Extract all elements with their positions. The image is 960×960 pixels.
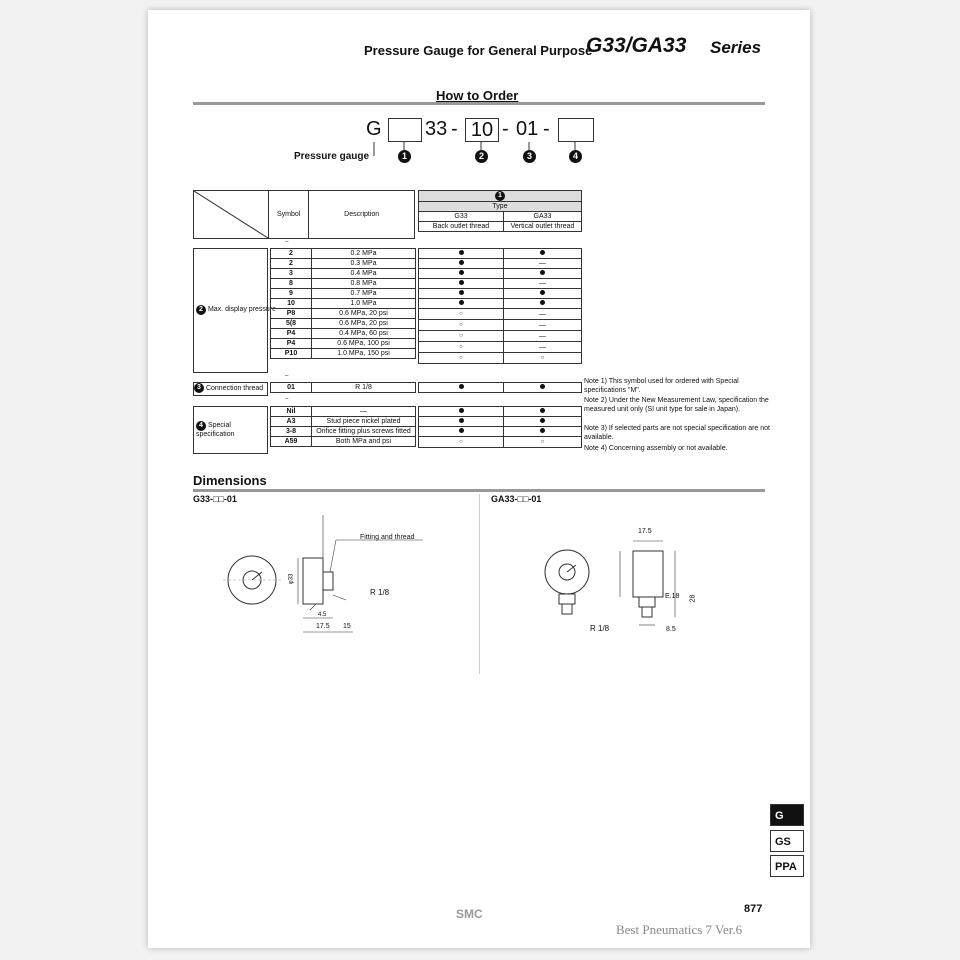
table-row [419, 299, 582, 309]
symbol-cell: P4 [271, 329, 312, 339]
table-row [419, 269, 582, 279]
bullet-3-icon: 3 [523, 150, 536, 163]
g33-callout: Fitting and thread [360, 534, 415, 541]
description-header: Description [309, 191, 415, 239]
not-available-mark: — [539, 332, 546, 340]
symbol-cell: 3-8 [271, 427, 312, 437]
type-a-desc: Back outlet thread [419, 222, 504, 232]
gap-mark-1: – [285, 239, 289, 245]
symbol-cell: 2 [271, 259, 312, 269]
description-cell: 1.0 MPa, 150 psi [312, 349, 416, 359]
drawing-divider [479, 494, 480, 674]
table-row [419, 407, 582, 417]
g33-thread: R 1/8 [370, 588, 390, 597]
g33-dim-2: 17.5 [316, 623, 330, 630]
type-a-cell [419, 437, 504, 448]
g33-dim-1: 4.5 [318, 612, 327, 618]
type-a-cell [419, 279, 504, 289]
option-circle-icon: ○ [540, 355, 545, 361]
smc-logo: SMC [456, 907, 483, 921]
type-b-cell [504, 269, 582, 279]
description-cell: R 1/8 [312, 383, 416, 393]
available-dot-icon [459, 290, 464, 295]
group1-label-cell [193, 248, 277, 373]
description-cell: 0.4 MPa, 60 psi [312, 329, 416, 339]
how-to-order-title: How to Order [436, 88, 519, 103]
ga33-thread: R 1/8 [590, 624, 610, 633]
table-row [271, 407, 416, 417]
type-a-cell [419, 249, 504, 259]
table-row [271, 383, 416, 393]
available-dot-icon [540, 250, 545, 255]
ga33-drawing [533, 525, 733, 645]
symbol-cell: A59 [271, 437, 312, 447]
type-b-header: GA33 [504, 212, 582, 222]
table-row [271, 249, 416, 259]
available-dot-icon [540, 270, 545, 275]
description-cell: 0.6 MPa, 20 psi [312, 309, 416, 319]
table-row [271, 299, 416, 309]
table-row [271, 417, 416, 427]
ga33-drawing-label: GA33-□□-01 [491, 494, 542, 504]
bullet-4-icon: 4 [569, 150, 582, 163]
table-row [419, 427, 582, 437]
symbol-cell: 3 [271, 269, 312, 279]
ga33-dim-e: E.18 [665, 593, 680, 600]
available-dot-icon [459, 418, 464, 423]
option-circle-icon: ○ [459, 439, 463, 445]
description-cell: 0.4 MPa [312, 269, 416, 279]
available-dot-icon [459, 250, 464, 255]
catalog-page [148, 10, 810, 948]
table-row [419, 437, 582, 448]
group2-bullet-icon: 3 [194, 383, 204, 393]
side-tab-ppa[interactable]: PPA [770, 855, 804, 877]
symbol-cell: P4 [271, 339, 312, 349]
code-dash-1: - [451, 118, 458, 140]
description-cell: 1.0 MPa [312, 299, 416, 309]
description-cell: 0.6 MPa, 20 psi [312, 319, 416, 329]
type-a-cell [419, 342, 504, 353]
available-dot-icon [459, 408, 464, 413]
symbol-cell: 2 [271, 249, 312, 259]
table-row [271, 339, 416, 349]
how-to-order-leaders [148, 10, 810, 170]
type-a-header: G33 [419, 212, 504, 222]
ga33-dim-h: 28 [689, 594, 697, 603]
table-row [271, 427, 416, 437]
bullet-2-icon: 2 [475, 150, 488, 163]
side-tab-gs[interactable]: GS [770, 830, 804, 852]
table-row [419, 249, 582, 259]
symbol-cell: Nil [271, 407, 312, 417]
table-row [419, 320, 582, 331]
table-row [271, 309, 416, 319]
page-number: 877 [744, 903, 763, 915]
option-circle-icon: ○ [459, 322, 463, 328]
symbol-cell: P8 [271, 309, 312, 319]
type-a-cell [419, 331, 504, 342]
bullet-1-icon: 1 [398, 150, 411, 163]
group2-left-table [270, 382, 416, 393]
side-tab-g[interactable]: G [770, 804, 804, 826]
not-available-mark: — [539, 310, 546, 318]
type-a-cell [419, 407, 504, 417]
group2-label-cell [193, 382, 268, 396]
description-cell: 0.6 MPa, 100 psi [312, 339, 416, 349]
dimensions-rule [193, 489, 765, 492]
option-circle-icon: ○ [459, 344, 463, 350]
group1-left-table [270, 248, 416, 359]
description-cell: 0.7 MPa [312, 289, 416, 299]
series-label: Series [710, 38, 762, 57]
dimensions-title: Dimensions [193, 473, 267, 488]
code-prefix: G [366, 118, 382, 140]
type-b-cell [504, 342, 582, 353]
type-a-cell [419, 269, 504, 279]
type-b-cell [504, 427, 582, 437]
group2-right-table [418, 382, 582, 393]
description-cell: Stud piece nickel plated [312, 417, 416, 427]
table-row [419, 259, 582, 269]
symbol-cell: 8 [271, 279, 312, 289]
description-cell: Both MPa and psi [312, 437, 416, 447]
description-cell: Orifice fitting plus screws fitted [312, 427, 416, 437]
ga33-dim-b: 8.5 [666, 626, 676, 633]
table-row [271, 319, 416, 329]
symbol-cell: 01 [271, 383, 312, 393]
code-10: 10 [465, 118, 499, 142]
type-bullet-icon: 1 [495, 191, 505, 201]
table-header-right [418, 190, 582, 232]
gap-mark-2: – [285, 373, 289, 379]
note-3: Note 3) If selected parts are not special specification are not available. [584, 425, 770, 441]
group2-label: Connection thread [205, 385, 264, 392]
type-b-cell [504, 320, 582, 331]
table-row [271, 329, 416, 339]
type-b-desc: Vertical outlet thread [504, 222, 582, 232]
type-b-cell [504, 417, 582, 427]
option-circle-icon: ○ [540, 439, 545, 445]
type-a-cell [419, 320, 504, 331]
diagonal-cell [194, 191, 269, 239]
table-row [271, 437, 416, 447]
group3-bullet-icon: 4 [196, 421, 206, 431]
table-row [419, 309, 582, 320]
available-dot-icon [540, 290, 545, 295]
not-available-mark: — [539, 343, 546, 351]
group1-right-table [418, 248, 582, 364]
available-dot-icon [540, 384, 545, 389]
type-b-cell [504, 249, 582, 259]
table-row [271, 259, 416, 269]
description-cell: — [312, 407, 416, 417]
g33-dim-h: φ33 [288, 573, 295, 585]
table-row [419, 342, 582, 353]
symbol-cell: 5(8 [271, 319, 312, 329]
code-dash-3: - [543, 118, 550, 140]
description-cell: 0.8 MPa [312, 279, 416, 289]
symbol-cell: 9 [271, 289, 312, 299]
type-a-cell [419, 417, 504, 427]
note-1: Note 1) This symbol used for ordered with Special specifications "M". [584, 378, 739, 394]
pressure-gauge-label: Pressure gauge [294, 151, 370, 162]
type-b-cell [504, 259, 582, 269]
table-row [271, 289, 416, 299]
description-cell: 0.3 MPa [312, 259, 416, 269]
option-circle-icon: ○ [459, 333, 463, 339]
type-b-cell [504, 383, 582, 393]
code-33: 33 [425, 118, 448, 140]
available-dot-icon [540, 428, 545, 433]
available-dot-icon [459, 300, 464, 305]
type-a-cell [419, 383, 504, 393]
group3-label-cell [193, 406, 268, 454]
group1-label: Max. display pressure [207, 306, 277, 313]
type-b-cell [504, 437, 582, 448]
g33-drawing-label: G33-□□-01 [193, 494, 237, 504]
table-row [419, 383, 582, 393]
note-2: Note 2) Under the New Measurement Law, specification the measured unit only (SI unit type for sale in Japan). [584, 397, 769, 413]
type-header: Type [419, 202, 582, 212]
available-dot-icon [540, 418, 545, 423]
table-row [419, 279, 582, 289]
type-b-cell [504, 407, 582, 417]
group3-right-table [418, 406, 582, 448]
table-row [419, 289, 582, 299]
code-dash-2: - [502, 118, 509, 140]
option-circle-icon: ○ [459, 311, 463, 317]
available-dot-icon [459, 270, 464, 275]
not-available-mark: — [539, 260, 546, 267]
group3-left-table [270, 406, 416, 447]
symbol-cell: 10 [271, 299, 312, 309]
table-header-left [193, 190, 415, 239]
option-circle-icon: ○ [459, 355, 463, 361]
code-01: 01 [516, 118, 539, 140]
type-a-cell [419, 353, 504, 364]
available-dot-icon [459, 260, 464, 265]
type-b-cell [504, 289, 582, 299]
available-dot-icon [459, 428, 464, 433]
type-a-cell [419, 259, 504, 269]
type-a-cell [419, 427, 504, 437]
table-row [271, 269, 416, 279]
table-row [419, 353, 582, 364]
symbol-header: Symbol [269, 191, 309, 239]
symbol-cell: A3 [271, 417, 312, 427]
available-dot-icon [459, 384, 464, 389]
description-cell: 0.2 MPa [312, 249, 416, 259]
note-4: Note 4) Concerning assembly or not available. [584, 445, 728, 452]
group3-label: Special specification [196, 422, 235, 438]
table-row [271, 349, 416, 359]
symbol-cell: P10 [271, 349, 312, 359]
type-b-cell [504, 331, 582, 342]
available-dot-icon [540, 408, 545, 413]
type-a-cell [419, 299, 504, 309]
model-title: G33/GA33 [586, 34, 687, 57]
table-row [271, 279, 416, 289]
group1-bullet-icon: 2 [196, 305, 206, 315]
type-a-cell [419, 289, 504, 299]
type-b-cell [504, 279, 582, 289]
available-dot-icon [540, 300, 545, 305]
g33-dim-3: 15 [343, 623, 351, 630]
table-row [419, 417, 582, 427]
gap-mark-3: – [285, 396, 289, 402]
type-a-cell [419, 309, 504, 320]
not-available-mark: — [539, 321, 546, 329]
page-subtitle: Pressure Gauge for General Purpose [364, 43, 593, 58]
not-available-mark: — [539, 280, 546, 287]
available-dot-icon [459, 280, 464, 285]
ga33-dim-w: 17.5 [638, 528, 652, 535]
type-b-cell [504, 309, 582, 320]
footer-text: Best Pneumatics 7 Ver.6 [616, 922, 743, 937]
type-b-cell [504, 353, 582, 364]
table-row [419, 331, 582, 342]
type-b-cell [504, 299, 582, 309]
